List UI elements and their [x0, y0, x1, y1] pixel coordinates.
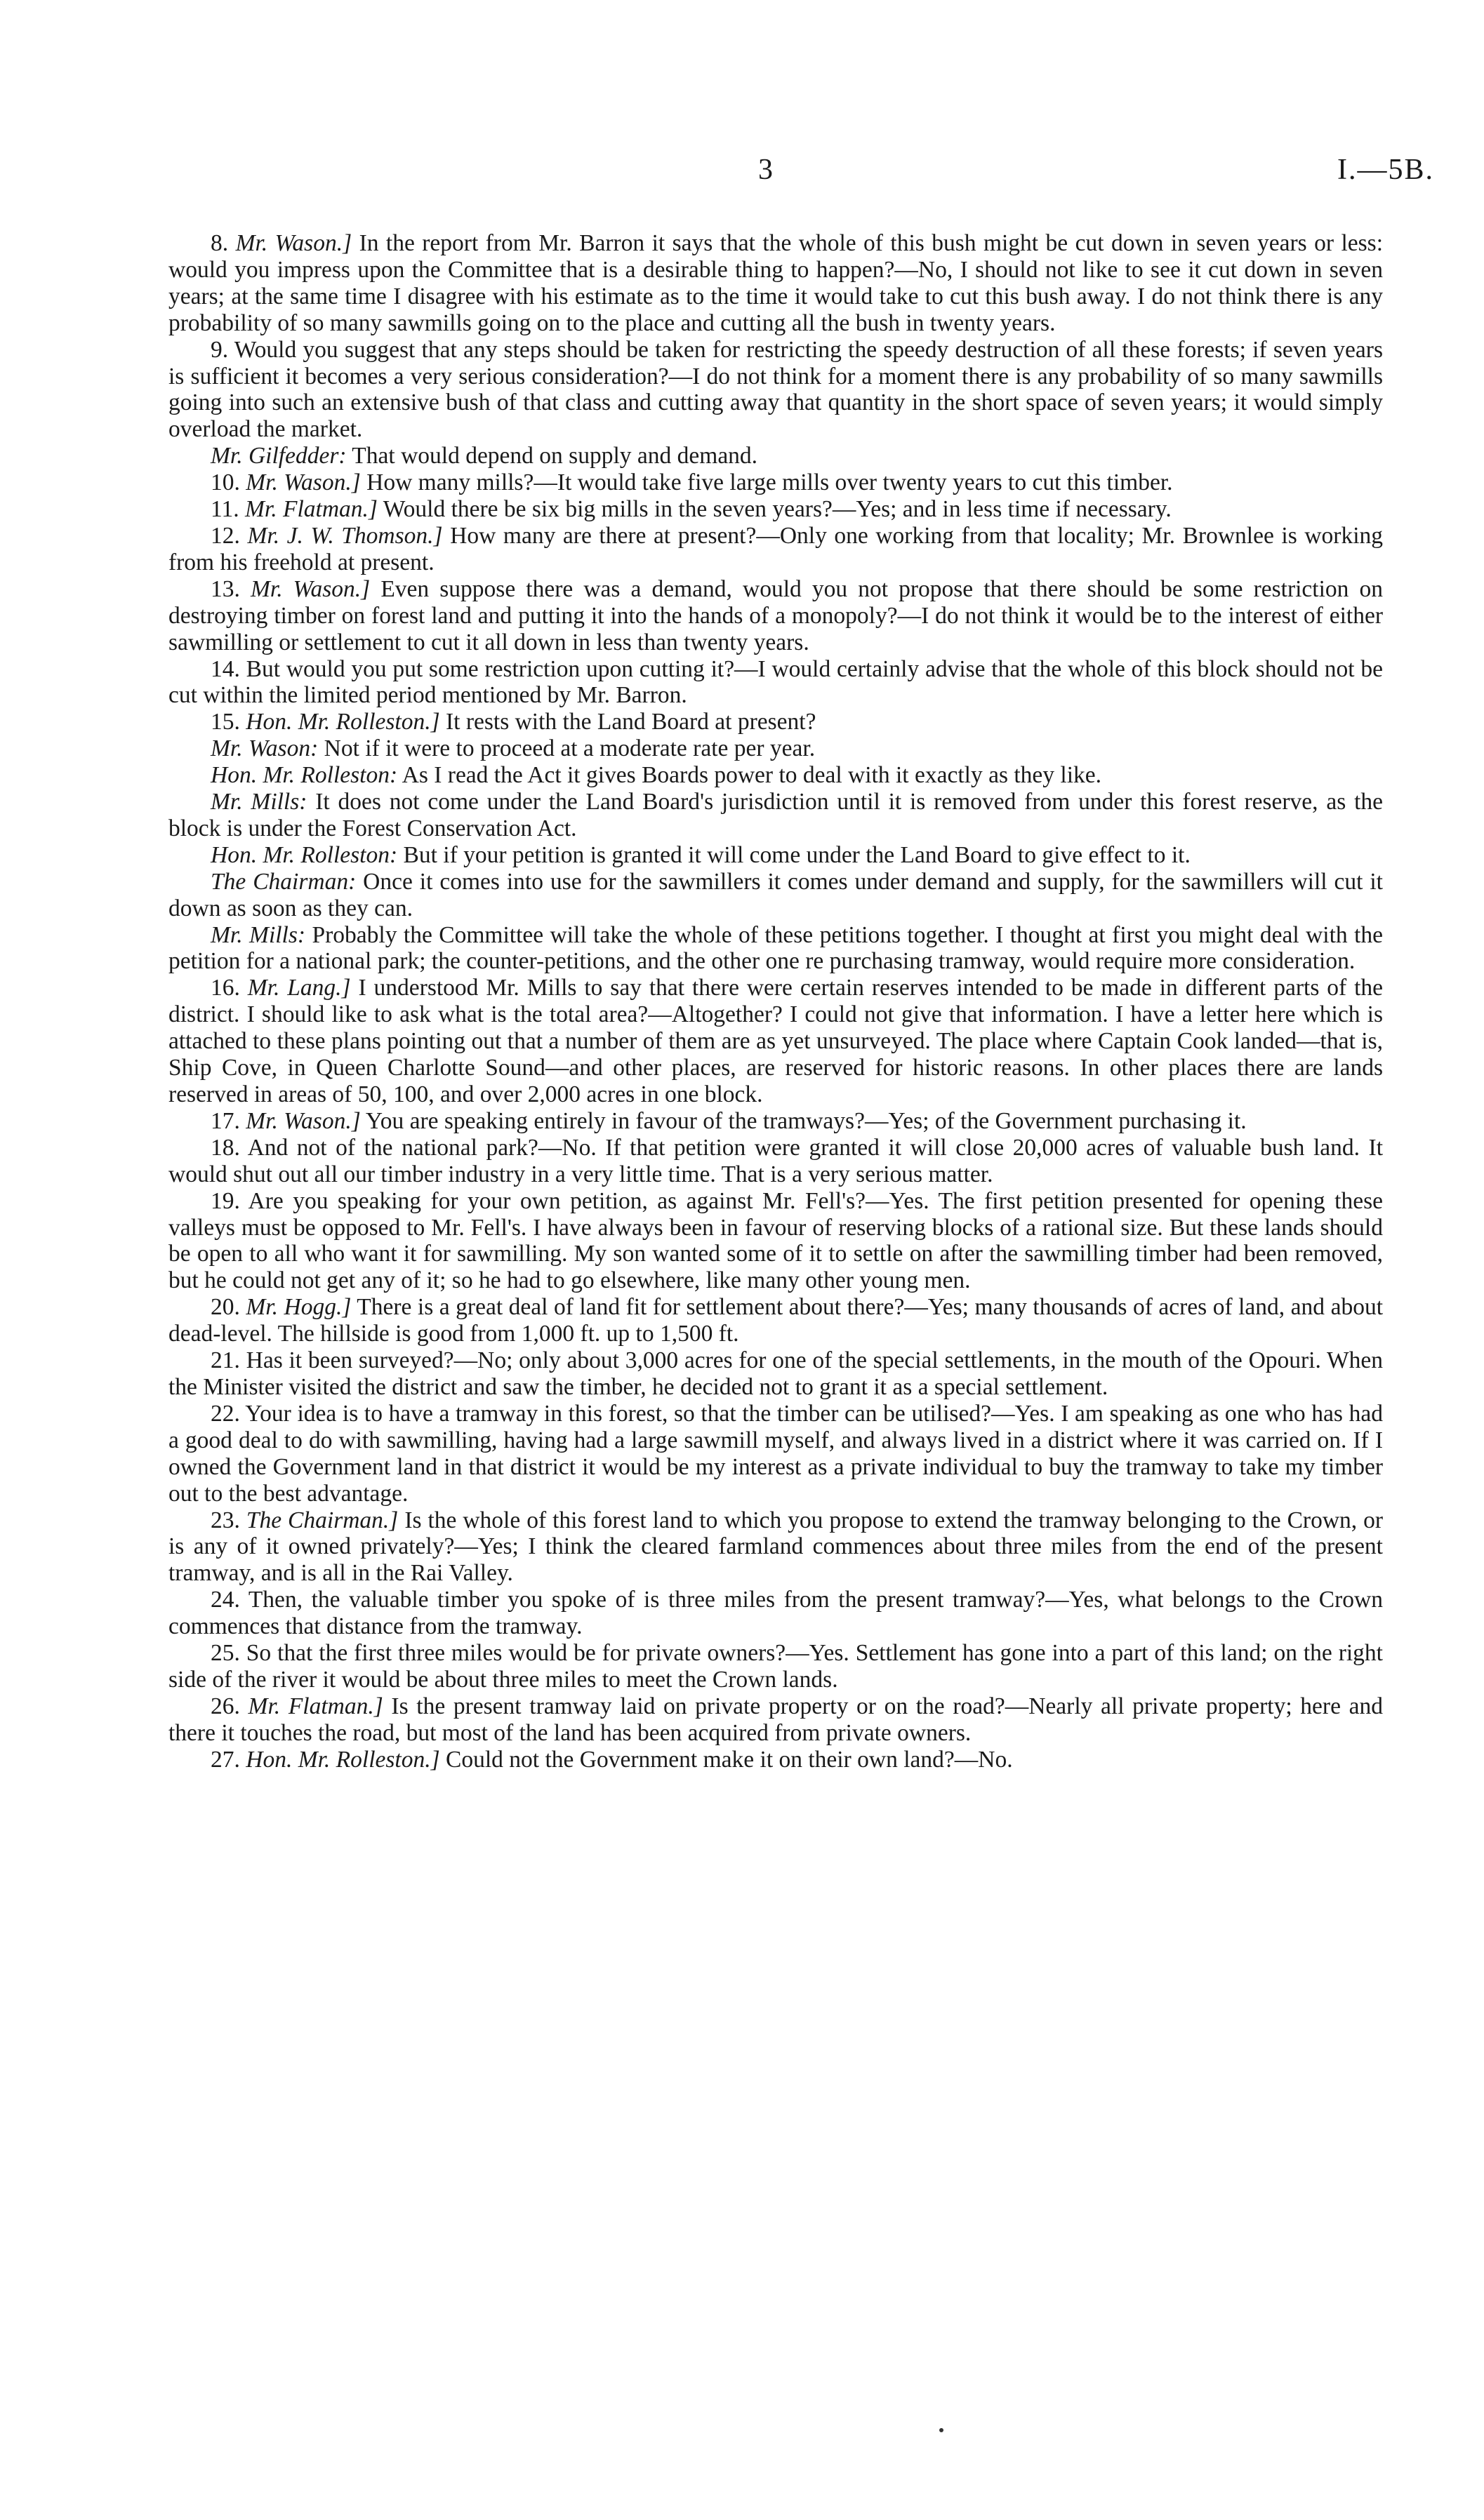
- paragraph: [168, 922, 1383, 975]
- question-number: 9.: [211, 336, 229, 363]
- paragraph: [168, 576, 1383, 656]
- speaker: Mr. Wason.]: [250, 575, 371, 602]
- question-number: 20.: [211, 1294, 240, 1321]
- paragraph: [168, 789, 1383, 842]
- paragraph-text: Probably the Committee will take the whole of these petitions together. I thought at first you might deal with the petition for a national park; the counter-petitions, and the other one re purchasing tramway, would require more consideration.: [168, 921, 1383, 975]
- question-number: 23.: [211, 1507, 240, 1533]
- question-number: 16.: [211, 975, 240, 1001]
- paragraph-text: Then, the valuable timber you spoke of is three miles from the present tramway?—Yes, what belongs to the Crown commences that distance from the tramway.: [168, 1587, 1383, 1640]
- paragraph-text: Is the present tramway laid on private property or on the road?—Nearly all private property; here and there it touches the road, but most of the land has been acquired from private owners.: [168, 1693, 1383, 1746]
- question-number: 25.: [211, 1640, 240, 1667]
- paragraph-text: Your idea is to have a tramway in this forest, so that the timber can be utilised?—Yes. I am speaking as one who has had a good deal to do with sawmilling, having had a large sawmill myself, and always lived in a district where it was carried on. If I owned the Government land in that district it would be my interest as a private individual to buy the tramway to take my timber out to the best advantage.: [168, 1400, 1383, 1507]
- speaker: Mr. Gilfedder:: [211, 443, 347, 469]
- paragraph-text: I understood Mr. Mills to say that there were certain reserves intended to be made in different parts of the district. I should like to ask what is the total area?—Altogether? I could not give that information. I have a letter here which is attached to these plans pointing out that a number of them are as yet unsurveyed. The place where Captain Cook landed—that is, Ship Cove, in Queen Charlotte Sound—and other places, are reserved for historic reasons. In other places there are lands reserved in areas of 50, 100, and over 2,000 acres in one block.: [168, 975, 1384, 1107]
- speaker: Mr. Flatman.]: [245, 496, 378, 523]
- paragraph-text: But would you put some restriction upon cutting it?—I would certainly advise that the whole of this block should not be cut within the limited period mentioned by Mr. Barron.: [168, 655, 1383, 709]
- question-number: 14.: [211, 655, 240, 682]
- paragraph-text: Once it comes into use for the sawmillers it comes under demand and supply, for the sawmillers will cut it down as soon as they can.: [168, 868, 1383, 921]
- question-number: 27.: [211, 1746, 240, 1773]
- paragraph: [168, 1135, 1383, 1188]
- question-number: 24.: [211, 1587, 240, 1613]
- paragraph: [168, 975, 1383, 1108]
- paragraph: [168, 1294, 1383, 1347]
- paragraph: [168, 735, 1383, 762]
- paragraph: [168, 762, 1383, 789]
- question-number: 13.: [211, 575, 240, 602]
- paragraph: [168, 1640, 1383, 1693]
- speaker: Hon. Mr. Rolleston.]: [246, 709, 440, 735]
- paragraph-text: And not of the national park?—No. If that petition were granted it will close 20,000 acres of valuable bush land. It would shut out all our timber industry in a very little time. That is a very serious matter.: [168, 1134, 1383, 1187]
- paragraph-text: Has it been surveyed?—No; only about 3,000 acres for one of the special settlements, in the mouth of the Opouri. When the Minister visited the district and saw the timber, he decided not to grant it as a special settlement.: [168, 1347, 1383, 1400]
- speaker: Mr. Wason.]: [246, 1107, 361, 1134]
- speaker: Mr. Lang.]: [247, 975, 351, 1001]
- paragraph: [168, 496, 1383, 523]
- paragraph-text: How many mills?—It would take five large mills over twenty years to cut this timber.: [360, 469, 1173, 496]
- paragraph-text: Are you speaking for your own petition, as against Mr. Fell's?—Yes. The first petition presented for opening these valleys must be opposed to Mr. Fell's. I have always been in favour of reserving blocks of a rational size. But these lands should be open to all who want it for sawmilling. My son wanted some of it to settle on after the sawmilling timber had been removed, but he could not get any of it; so he had to go elsewhere, like many other young men.: [168, 1187, 1383, 1294]
- speaker: The Chairman.]: [246, 1507, 399, 1533]
- speaker: Mr. Flatman.]: [248, 1693, 383, 1719]
- question-number: 19.: [211, 1187, 240, 1214]
- speaker: The Chairman:: [211, 868, 357, 895]
- paragraph-text: It rests with the Land Board at present?: [439, 709, 816, 735]
- paragraph-text: How many are there at present?—Only one working from that locality; Mr. Brownlee is working from his freehold at present.: [168, 522, 1383, 575]
- paragraph: [168, 842, 1383, 869]
- paragraph: [168, 469, 1383, 496]
- speaker: Mr. Wason.]: [246, 469, 361, 496]
- paragraph-text: Even suppose there was a demand, would you not propose that there should be some restriction on destroying timber on forest land and putting it into the hands of a monopoly?—I do not think it would be to the interest of either sawmilling or settlement to cut it all down in less than twenty years.: [168, 575, 1383, 655]
- paragraph-text: As I read the Act it gives Boards power to deal with it exactly as they like.: [397, 762, 1102, 789]
- speaker: Hon. Mr. Rolleston:: [211, 841, 398, 868]
- paragraph-text: It does not come under the Land Board's jurisdiction until it is removed from under this forest reserve, as the block is under the Forest Conservation Act.: [168, 789, 1384, 841]
- paragraph: [168, 1747, 1383, 1773]
- paragraph: [168, 656, 1383, 709]
- question-number: 21.: [211, 1347, 240, 1374]
- paragraph-text: But if your petition is granted it will come under the Land Board to give effect to it.: [397, 841, 1191, 868]
- paragraph-text: You are speaking entirely in favour of the tramways?—Yes; of the Government purchasing it.: [360, 1107, 1247, 1134]
- paragraph: [168, 709, 1383, 735]
- paragraph: [168, 1108, 1383, 1135]
- paragraph-text: That would depend on supply and demand.: [346, 443, 758, 469]
- speaker: Mr. Mills:: [211, 921, 306, 948]
- paragraph-text: Is the whole of this forest land to which you propose to extend the tramway belonging to the Crown, or is any of it owned privately?—Yes; I think the cleared farmland commences about three miles from the end of the present tramway, and is all in the Rai Valley.: [168, 1507, 1384, 1587]
- paragraph: [168, 1347, 1383, 1401]
- question-number: 10.: [211, 469, 240, 496]
- paragraph: [168, 869, 1383, 922]
- question-number: 12.: [211, 522, 240, 549]
- paragraph-text: So that the first three miles would be for private owners?—Yes. Settlement has gone into a part of this land; on the right side of the river it would be about three miles to meet the Crown lands.: [168, 1640, 1383, 1693]
- page-number: 3: [758, 154, 773, 186]
- speaker: Mr. Hogg.]: [246, 1294, 352, 1321]
- body-text: [168, 230, 1383, 1773]
- paragraph: [168, 1507, 1383, 1587]
- question-number: 22.: [211, 1400, 240, 1427]
- speaker: Hon. Mr. Rolleston:: [211, 762, 398, 789]
- paragraph-text: In the report from Mr. Barron it says that the whole of this bush might be cut down in seven years or less: would you impress upon the Committee that is a desirable thing to happen?—No, I should not like to see it cut down in seven years; at the same time I disagree with his estimate as to the time it would take to cut this bush away. I do not think there is any probability of so many sawmills going on to the place and cutting all the bush in twenty years.: [168, 230, 1384, 336]
- speaker: Hon. Mr. Rolleston.]: [246, 1746, 440, 1773]
- paragraph-text: Not if it were to proceed at a moderate rate per year.: [318, 735, 816, 762]
- question-number: 8.: [211, 230, 229, 256]
- paragraph: [168, 1693, 1383, 1747]
- paragraph: [168, 230, 1383, 337]
- question-number: 26.: [211, 1693, 240, 1719]
- paragraph: [168, 1587, 1383, 1640]
- printer-mark-dot: [939, 2428, 943, 2432]
- paragraph-text: Would you suggest that any steps should be taken for restricting the speedy destruction of all these forests; if seven years is sufficient it becomes a very serious consideration?—I do not think for a moment there is any probability of so many sawmills going into such an extensive bush of that class and cutting away that quantity in the short space of seven years; it would simply overload the market.: [168, 336, 1383, 443]
- question-number: 18.: [211, 1134, 240, 1161]
- paragraph: [168, 1188, 1383, 1295]
- speaker: Mr. J. W. Thomson.]: [247, 522, 443, 549]
- paragraph: [168, 337, 1383, 444]
- question-number: 11.: [211, 496, 239, 523]
- paragraph-text: Would there be six big mills in the seven years?—Yes; and in less time if necessary.: [377, 496, 1172, 523]
- paragraph: [168, 523, 1383, 576]
- paragraph-text: There is a great deal of land fit for settlement about there?—Yes; many thousands of acres of land, and about dead-level. The hillside is good from 1,000 ft. up to 1,500 ft.: [168, 1294, 1383, 1347]
- paragraph: [168, 443, 1383, 469]
- question-number: 15.: [211, 709, 240, 735]
- page-reference: I.—5B.: [1337, 154, 1434, 186]
- speaker: Mr. Wason.]: [235, 230, 352, 256]
- paragraph: [168, 1401, 1383, 1507]
- paragraph-text: Could not the Government make it on their own land?—No.: [439, 1746, 1013, 1773]
- speaker: Mr. Wason:: [211, 735, 319, 762]
- speaker: Mr. Mills:: [211, 789, 307, 815]
- question-number: 17.: [211, 1107, 240, 1134]
